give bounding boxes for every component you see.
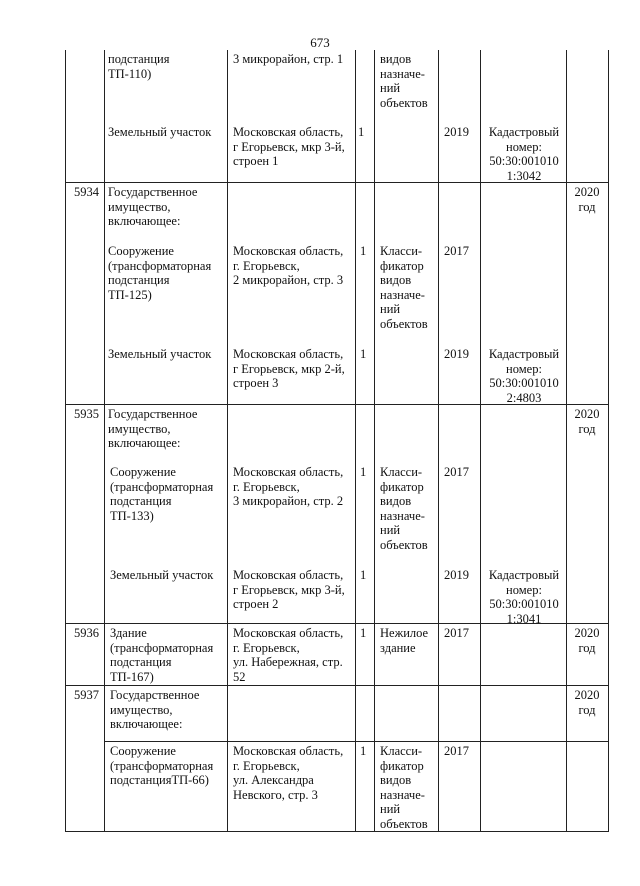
cell-type: Нежилое здание bbox=[380, 626, 429, 655]
cell-name: Земельный участок bbox=[108, 347, 212, 361]
cell-year2: 2020 год bbox=[574, 688, 600, 717]
cell-name: Сооружение (трансформаторная подстанция ТП-125) bbox=[108, 244, 212, 302]
cell-year: 2019 bbox=[444, 347, 469, 361]
cell-address: Московская область, г. Егорьевск, 2 микрорайон, стр. 3 bbox=[233, 244, 344, 288]
cell-name: Здание (трансформаторная подстанция ТП-167) bbox=[110, 626, 214, 684]
cell-year: 2017 bbox=[444, 744, 469, 758]
cell-year: 2017 bbox=[444, 465, 469, 479]
cell-name: Государственное имущество, включающее: bbox=[108, 407, 198, 451]
cell-number: 5937 bbox=[74, 688, 99, 702]
cell-name: Государственное имущество, включающее: bbox=[108, 185, 198, 229]
cell-name: Сооружение (трансформаторная подстанция ТП-133) bbox=[110, 465, 214, 523]
cell-name: Государственное имущество, включающее: bbox=[110, 688, 200, 732]
cell-qty: 1 bbox=[360, 626, 367, 640]
cell-number: 5934 bbox=[74, 185, 99, 199]
cell-address: Московская область, г. Егорьевск, ул. Александра Невского, стр. 3 bbox=[233, 744, 344, 802]
cell-number: 5935 bbox=[74, 407, 99, 421]
cell-qty: 1 bbox=[360, 347, 367, 361]
cell-year2: 2020 год bbox=[574, 626, 600, 655]
cell-note: Кадастровый номер: 50:30:001010 2:4803 bbox=[488, 347, 560, 405]
cell-year2: 2020 год bbox=[574, 407, 600, 436]
cell-year: 2017 bbox=[444, 626, 469, 640]
cell-address: Московская область, г Егорьевск, мкр 3-й, строен 2 bbox=[233, 568, 345, 612]
cell-year: 2017 bbox=[444, 244, 469, 258]
cell-address: 3 микрорайон, стр. 1 bbox=[233, 52, 344, 66]
cell-address: Московская область, г Егорьевск, мкр 2-й, строен 3 bbox=[233, 347, 345, 391]
cell-type: Класси- фикатор видов назначе- ний объектов bbox=[380, 465, 428, 552]
cell-name: Земельный участок bbox=[108, 125, 212, 139]
cell-type: Класси- фикатор видов назначе- ний объектов bbox=[380, 744, 428, 831]
cell-year: 2019 bbox=[444, 568, 469, 582]
page-number: 673 bbox=[310, 35, 330, 50]
cell-type: видов назначе- ний объектов bbox=[380, 52, 428, 110]
cell-number: 5936 bbox=[74, 626, 99, 640]
cell-qty: 1 bbox=[358, 125, 365, 139]
cell-qty: 1 bbox=[360, 568, 367, 582]
cell-qty: 1 bbox=[360, 244, 367, 258]
cell-note: Кадастровый номер: 50:30:001010 1:3041 bbox=[488, 568, 560, 626]
cell-type: Класси- фикатор видов назначе- ний объектов bbox=[380, 244, 428, 331]
cell-name: подстанция ТП-110) bbox=[108, 52, 170, 81]
cell-address: Московская область, г Егорьевск, мкр 3-й, строен 1 bbox=[233, 125, 345, 169]
cell-year: 2019 bbox=[444, 125, 469, 139]
cell-name: Сооружение (трансформаторная подстанцияТП-66) bbox=[110, 744, 214, 788]
cell-qty: 1 bbox=[360, 744, 367, 758]
cell-address: Московская область, г. Егорьевск, 3 микрорайон, стр. 2 bbox=[233, 465, 344, 509]
cell-qty: 1 bbox=[360, 465, 367, 479]
cell-name: Земельный участок bbox=[110, 568, 214, 582]
cell-address: Московская область, г. Егорьевск, ул. Набережная, стр. 52 bbox=[233, 626, 344, 684]
cell-note: Кадастровый номер: 50:30:001010 1:3042 bbox=[488, 125, 560, 183]
cell-year2: 2020 год bbox=[574, 185, 600, 214]
